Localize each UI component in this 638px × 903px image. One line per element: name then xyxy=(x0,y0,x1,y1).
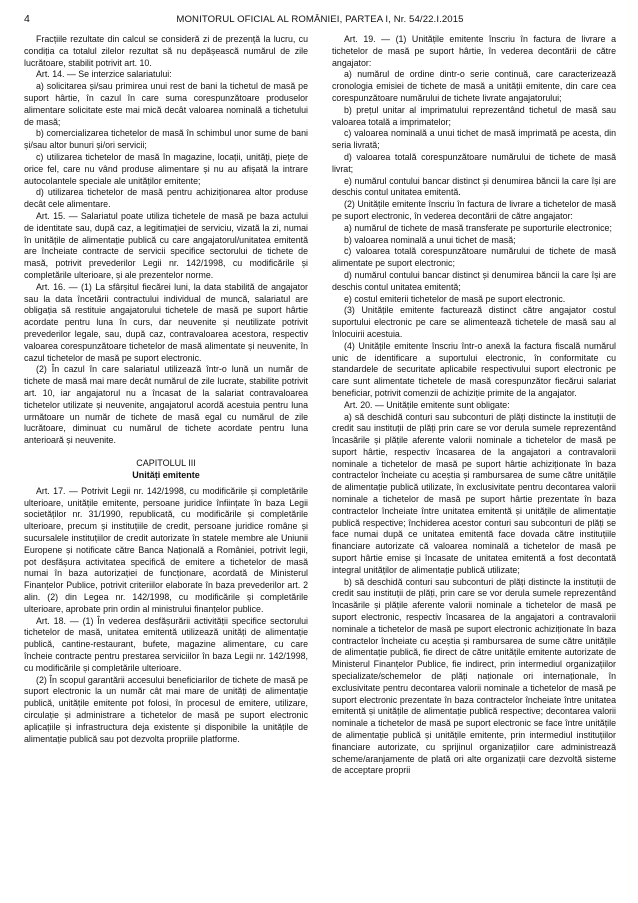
paragraph: (4) Unitățile emitente înscriu într-o anexă la factura fiscală numărul unic de identificare a suportului electronic, în conformitate cu standardele de securitate aplicabile respectivului suport electronic pe care sunt alimentate tichetele de masă corespunzător fiecărui salariat beneficiar, potrivit comenzii de achiziție primite de la angajator. xyxy=(332,340,616,398)
paragraph: Art. 15. — Salariatul poate utiliza tichetele de masă pe baza actului de identitate sau, după caz, a legitimației de serviciu, vizată la zi, numai în unitățile de alimentație publică cu care angajatorul/unitatea emitentă are încheiate contracte de servicii specifice sectorului de tichete de masă, potrivit prevederilor Legii nr. 142/1998, cu modificările și completările ulterioare, și ale prezentelor norme. xyxy=(24,210,308,280)
paragraph: (3) Unitățile emitente facturează distinct către angajator costul suportului electronic pe care se alimentează tichetele de masă sau al înlocuirii acestuia. xyxy=(332,305,616,339)
paragraph: a) numărul de ordine dintr-o serie continuă, care caracterizează cronologia emisiei de tichete de masă a unității emitente, din care cea corespunzătoare numărului de tichete livrate angajatorului; xyxy=(332,69,616,103)
paragraph: (2) În cazul în care salariatul utilizează într-o lună un număr de tichete de masă mai mare decât numărul de zile lucrate, stabilite potrivit art. 10, iar angajatorul nu a încasat de la salariat contravaloarea tichetelor utilizate și neuvenite, angajatorul acordă acestuia pentru luna următoare un număr de tichete de masă egal cu numărul de zile lucrătoare, diminuat cu numărul de tichete acordate pentru luna anterioară și neuvenite. xyxy=(24,364,308,446)
paragraph: Art. 14. — Se interzice salariatului: xyxy=(36,69,172,80)
paragraph: c) valoarea nominală a unui tichet de masă imprimată pe acesta, din seria livrată; xyxy=(332,128,616,151)
paragraph: a) numărul de tichete de masă transferate pe suporturile electronice; xyxy=(344,222,612,233)
paragraph: e) numărul contului bancar distinct și denumirea băncii la care își are deschis contul unitatea emitentă. xyxy=(332,175,616,198)
paragraph: b) să deschidă conturi sau subconturi de plăți distincte la instituții de credit sau instituții de plăți, prin care se vor derula sumele reprezentând încasările și plățile aferente valorii nominale a tichetelor de masă pe suport electronic, respectiv încasarea de la angajatori a contravalorii nominale a tichetelor de masă pe suport electronic achiziționate în baza contractelor încheiate cu aceștia și rambursarea de sume către unitățile de alimentație publică, fie direct de către unitățile emitente autorizate de Ministerul Finanțelor Publice, fie indirect, prin intermediul organizațiilor specializate/schemelor de plăți naționale ori internaționale, în exclusivitate pentru decontarea valorii nominale a tichetelor de masă pe suport electronic prezentate în baza contractelor încheiate între unitatea emitentă și unitățile de alimentație publică respective; decontarea valorii nominale a tichetelor de masă pe suport electronic se face între unitățile de alimentație publică și unitățile emitente, prin intermediul instituțiilor financiare autorizate, cu sprijinul organizațiilor care administrează scheme/aranjamente de plată ori alte organizații care dezvoltă sisteme de acceptare propriі xyxy=(332,576,616,776)
paragraph: (2) În scopul garantării accesului beneficiarilor de tichete de masă pe suport electronic la un număr cât mai mare de unități de alimentație publică, unitățile emitente pot folosi, în procesul de emitere, utilizare, circulație și administrare a tichetelor de masă pe suport electronic aplicațiile și infrastructura deja existente și disponibile la unitățile de alimentație publică sau pot dezvolta propriile platforme. xyxy=(24,674,308,744)
right-column xyxy=(332,34,616,777)
paragraph: Art. 20. — Unitățile emitente sunt obligate: xyxy=(344,399,510,410)
paragraph: (2) Unitățile emitente înscriu în factura de livrare a tichetelor de masă pe suport electronic, în vederea decontării de către angajator: xyxy=(332,199,616,221)
chapter-title: Unități emitente xyxy=(132,470,200,481)
running-title: MONITORUL OFICIAL AL ROMÂNIEI, PARTEA I, Nr. 54/22.I.2015 xyxy=(176,14,464,25)
paragraph: c) utilizarea tichetelor de masă în magazine, locații, unități, piețe de orice fel, care nu vând produse alimentare și nu au afișată la intrare autocolantele speciale ale unităților emitente; xyxy=(24,151,308,186)
paragraph: b) valoarea nominală a unui tichet de masă; xyxy=(344,234,516,245)
paragraph: a) să deschidă conturi sau subconturi de plăți distincte la instituții de credit sau instituții de plăți prin care se vor derula sumele reprezentând încasările și plățile aferente valorii nominale a tichetelor de masă pe suport hârtie, respectiv încasarea de la angajatori a contravalorii nominale a tichetelor de masă pe suport hârtie achiziționate în baza contractelor încheiate cu aceștia și rambursarea de sume către unitățile de alimentație publică utilizate, în exclusivitate pentru decontarea valorii nominale a tichetelor de masă pe suport hârtie prezentate în baza contractelor încheiate între unitatea emitentă și unitățile de alimentație publică respective; închiderea acestor conturi sau subconturi de plăți se face numai după ce unitatea emitentă face dovada către instituțiile financiare autorizate că valoarea nominală a tichetelor de masă pe suport hârtie emise și încasate de unitatea emitentă a fost decontată integral unităților de alimentație publică utilizate; xyxy=(332,411,616,575)
paragraph: d) valoarea totală corespunzătoare numărului de tichete de masă livrat; xyxy=(332,151,616,174)
paragraph: a) solicitarea și/sau primirea unui rest de bani la tichetul de masă pe suport hârtie, în cazul în care suma corespunzătoare produselor alimentare solicitate este mai mică decât valoarea nominală a tichetului de masă; xyxy=(24,81,308,127)
paragraph: b) comercializarea tichetelor de masă în schimbul unor sume de bani și/sau altor bunuri și/ori servicii; xyxy=(24,128,308,151)
paragraph: Art. 19. — (1) Unitățile emitente înscriu în factura de livrare a tichetelor de masă pe suport hârtie, în vederea decontării de către angajator: xyxy=(332,34,616,68)
text-columns xyxy=(24,34,616,894)
paragraph: Art. 17. — Potrivit Legii nr. 142/1998, cu modificările și completările ulterioare, unitățile emitente, persoane juridice înființate în baza Legii societăților nr. 31/1990, republicată, cu modificările și completările ulterioare, precum și instituțiile de credit, persoane juridice române și sucursalele instituțiilor de credit autorizate în statele membre ale Uniunii Europene și notificate către Banca Națională a României, potrivit legii, pot desfășura activitatea specifică de emitere a tichetelor de masă numai în baza autorizației de funcționare, acordată de Ministerul Finanțelor Publice, potrivit criteriilor elaborate în baza prevederilor art. 2 alin. (2) din Legea nr. 142/1998, cu modificările și completările ulterioare, aprobate prin ordin al ministrului finanțelor publice. xyxy=(24,485,308,614)
paragraph: d) numărul contului bancar distinct și denumirea băncii la care își are deschis contul unitatea emitentă; xyxy=(332,269,616,292)
paragraph: d) utilizarea tichetelor de masă pentru achiziționarea altor produse decât cele alimentare. xyxy=(24,187,308,210)
left-column xyxy=(24,34,308,745)
paragraph: c) valoarea totală corespunzătoare numărului de tichete de masă alimentate pe suport electronic; xyxy=(332,246,616,269)
page-number: 4 xyxy=(24,13,30,25)
paragraph: Art. 16. — (1) La sfârșitul fiecărei luni, la data stabilită de angajator sau la data încetării contractului individual de muncă, salariatul are obligația să restituie angajatorului tichetele de masă pe suport hârtie acordate pentru luna în curs, dar neuvenite și neutilizate potrivit prevederilor legale, sau, după caz, contravaloarea acestora, respectiv valoarea corespunzătoare tichetelor de masă alimentate și neuvenite, în cazul tichetelor de masă pe suport electronic. xyxy=(24,281,308,363)
page-header xyxy=(24,13,616,29)
paragraph: Fracțiile rezultate din calcul se consideră zi de prezență la lucru, cu condiția ca totalul zilelor rezultat să nu depășească numărul de zile lucrătoare, stabilit potrivit art. 10. xyxy=(24,34,308,68)
paragraph: b) prețul unitar al imprimatului reprezentând tichetul de masă sau valoarea totală a imprimatelor; xyxy=(332,104,616,127)
chapter-label: CAPITOLUL III xyxy=(136,457,196,468)
paragraph: e) costul emiterii tichetelor de masă pe suport electronic. xyxy=(344,293,566,304)
paragraph: Art. 18. — (1) În vederea desfășurării activității specifice sectorului tichetelor de masă, unitatea emitentă utilizează unități de alimentație publică, cantine-restaurant, bufete, magazine alimentare, cu care încheie contracte pentru prestarea serviciilor în baza Legii nr. 142/1998, cu modificările și completările ulterioare. xyxy=(24,615,308,673)
